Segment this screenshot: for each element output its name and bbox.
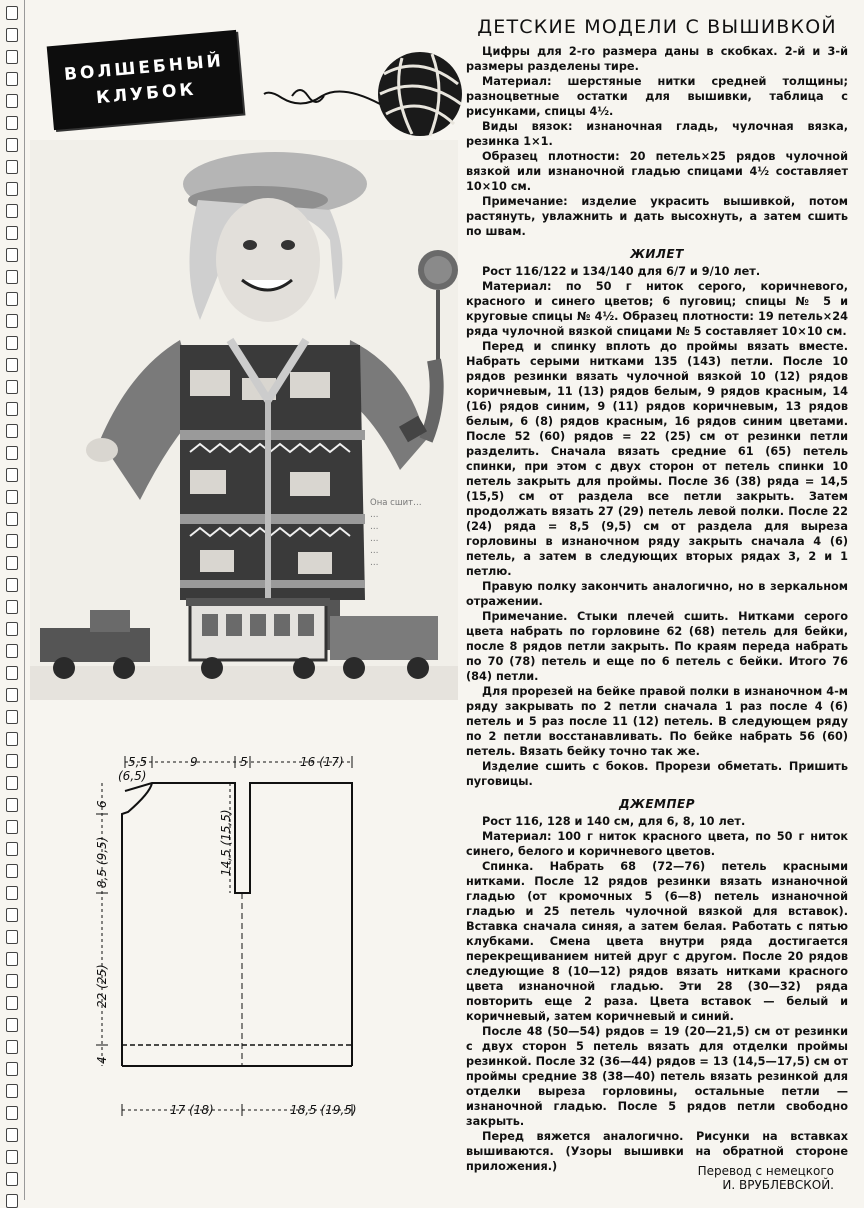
dim-top-1: 5,5 — [128, 755, 148, 769]
perforation-hole — [6, 908, 18, 922]
vest-pattern-diagram — [80, 748, 380, 1128]
perforation-hole — [6, 182, 18, 196]
intro-paragraph: Образец плотности: 20 петель×25 рядов чулочной вязкой или изнаночной гладью спицами 4½ составляет 10×10 см. — [466, 150, 848, 193]
perforation-hole — [6, 1062, 18, 1076]
jumper-paragraph: Спинка. Набрать 68 (72—76) петель красными нитками. После 12 рядов резинки вязать изнаночной гладью (от кромочных 5 (6—8) петель изнаночной гладью и 25 петель чулочной вязкой для вставок). Вставка сначала синяя, а затем белая. Работать с пятью клубками. Смена цвета внутри ряда достигается перекрещиванием нитей друг с другом. После 20 рядов следующие 8 (10—12) рядов вязать нитками красного цвета изнаночной гладью. Эти 28 (30—32) ряда повторить еще 2 раза. Цвета вставок — белый и коричневый, затем коричневый и синий. — [466, 860, 848, 1023]
dim-left-1: 6 — [95, 800, 109, 808]
dim-left-3: 22 (25) — [95, 964, 109, 1008]
jumper-paragraph: Рост 116, 128 и 140 см, для 6, 8, 10 лет. — [482, 815, 746, 828]
intro-paragraph: Примечание: изделие украсить вышивкой, потом растянуть, увлажнить и дать высохнуть, а затем сшить по швам. — [466, 195, 848, 238]
pattern-outline-top-left — [125, 783, 166, 791]
perforation-hole — [6, 534, 18, 548]
intro-paragraph: Виды вязок: изнаночная гладь, чулочная вязка, резинка 1×1. — [466, 120, 848, 148]
perforation-hole — [6, 1040, 18, 1054]
perforation-hole — [6, 1018, 18, 1032]
article-column — [466, 16, 848, 1174]
perforation-hole — [6, 160, 18, 174]
perforation-hole — [6, 292, 18, 306]
perforation-hole — [6, 402, 18, 416]
perforation-hole — [6, 1128, 18, 1142]
perforation-hole — [6, 512, 18, 526]
perforation-hole — [6, 6, 18, 20]
section-heading-jumper: ДЖЕМПЕР — [618, 797, 696, 811]
perforation-hole — [6, 556, 18, 570]
perforation-hole — [6, 1194, 18, 1208]
photo-caption: Она сшит… … … … … … — [370, 498, 422, 568]
jumper-paragraph: После 48 (50—54) рядов = 19 (20—21,5) см от резинки с двух сторон 5 петель вязать для отделки проймы резинкой. После 32 (36—44) рядов = 13 (14,5—17,5) см от проймы средние 38 (38—40) петель вязать резинкой для отделки выреза горловины, остальные петли — изнаночной гладью. После 5 рядов петли свободно закрыть. — [466, 1025, 848, 1128]
pattern-outline-left — [122, 783, 152, 1066]
boy-with-toy-train-photo — [30, 140, 458, 700]
dim-top-2: 9 — [190, 755, 198, 769]
perforation-hole — [6, 1172, 18, 1186]
perforation-hole — [6, 248, 18, 262]
vest-paragraph: Правую полку закончить аналогично, но в зеркальном отражении. — [466, 580, 848, 608]
vest-paragraph: Рост 116/122 и 134/140 для 6/7 и 9/10 лет. — [482, 265, 761, 278]
perforation-hole — [6, 314, 18, 328]
perforation-hole — [6, 270, 18, 284]
section-heading-vest: ЖИЛЕТ — [630, 247, 684, 261]
translator-credit: Перевод с немецкого И. ВРУБЛЕВСКОЙ. — [697, 1164, 834, 1192]
article-title: ДЕТСКИЕ МОДЕЛИ С ВЫШИВКОЙ — [477, 16, 837, 38]
perforation-hole — [6, 336, 18, 350]
yarn-ball-icon — [262, 24, 462, 144]
perforation-hole — [6, 116, 18, 130]
perforation-hole — [6, 600, 18, 614]
perforation-hole — [6, 622, 18, 636]
perforation-hole — [6, 864, 18, 878]
perforation-hole — [6, 1084, 18, 1098]
vest-paragraph: Перед и спинку вплоть до проймы вязать вместе. Набрать серыми нитками 135 (143) петли. После 10 рядов резинки вязать чулочной вязкой 10 (12) рядов коричневым, 11 (13) рядов белым, 9 рядов красным, 14 (16) рядов синим, 9 (11) рядов коричневым, 13 рядов белым, 6 (8) рядов красным, 16 рядов синим цветами. После 52 (60) рядов = 22 (25) см от резинки петли разделить. Сначала вязать средние 61 (65) петель спинки, при этом с двух сторон от петель спинки 10 петель закрыть для проймы. После 36 (38) ряда = 14,5 (15,5) см от раздела все петли закрыть. Затем продолжать вязать 27 (29) петель левой полки. После 22 (24) ряда = 8,5 (9,5) см от раздела для выреза горловины в изнаночном ряду закрыть сначала 4 (6) петель, а затем в следующих вторых рядах 3, 2 и 1 петлю. — [466, 340, 848, 578]
perforation-hole — [6, 380, 18, 394]
intro-paragraph: Цифры для 2-го размера даны в скобках. 2-й и 3-й размеры разделены тире. — [466, 45, 848, 73]
dim-bottom-1: 17 (18) — [170, 1103, 214, 1117]
pattern-outline-right — [152, 783, 352, 1066]
perforation-hole — [6, 358, 18, 372]
dim-bottom-2: 18,5 (19,5) — [290, 1103, 357, 1117]
logo-line-2: КЛУБОК — [95, 79, 198, 109]
dim-top-4: 16 (17) — [300, 755, 344, 769]
vest-paragraph: Материал: по 50 г ниток серого, коричневого, красного и синего цветов; 6 пуговиц; спицы № 5 и круговые спицы № 4½. Образец плотности: 19 петель×24 ряда чулочной вязкой спицами № 5 составляет 10×10 см. — [466, 280, 848, 338]
perforation-hole — [6, 50, 18, 64]
perforation-hole — [6, 732, 18, 746]
perforation-hole — [6, 490, 18, 504]
section-logo — [47, 30, 244, 130]
perforation-hole — [6, 688, 18, 702]
logo-line-1: ВОЛШЕБНЫЙ — [63, 51, 225, 85]
vest-paragraph: Изделие сшить с боков. Прорези обметать. Пришить пуговицы. — [466, 760, 848, 788]
jumper-paragraph: Материал: 100 г ниток красного цвета, по 50 г ниток синего, белого и коричневого цветов. — [466, 830, 848, 858]
perforation-hole — [6, 578, 18, 592]
perforation-hole — [6, 710, 18, 724]
perforation-hole — [6, 930, 18, 944]
perforation-hole — [6, 72, 18, 86]
jumper-paragraph: Перед вяжется аналогично. Рисунки на вставках вышиваются. (Узоры вышивки на обратной стороне приложения.) — [466, 1130, 848, 1173]
perforation-hole — [6, 1150, 18, 1164]
perforation-hole — [6, 974, 18, 988]
perforation-hole — [6, 842, 18, 856]
dim-top-3: 5 — [240, 755, 248, 769]
perforation-hole — [6, 226, 18, 240]
perforation-hole — [6, 138, 18, 152]
vest-paragraph: Примечание. Стыки плечей сшить. Нитками серого цвета набрать по горловине 62 (68) петель для бейки, после 8 рядов петли закрыть. По краям переда набрать по 70 (78) петель и еще по 6 петель с бейки. Итого 76 (84) петли. — [466, 610, 848, 683]
perforation-hole — [6, 798, 18, 812]
perforation-hole — [6, 446, 18, 460]
perforation-hole — [6, 820, 18, 834]
perforation-hole — [6, 776, 18, 790]
perforation-hole — [6, 666, 18, 680]
dim-left-4: 4 — [95, 1056, 109, 1064]
perforation-hole — [6, 28, 18, 42]
perforation-hole — [6, 952, 18, 966]
intro-paragraph: Материал: шерстяные нитки средней толщины; разноцветные остатки для вышивки, таблица с рисунками, спицы 4½. — [466, 75, 848, 118]
vest-paragraph: Для прорезей на бейке правой полки в изнаночном 4-м ряду закрывать по 2 петли сначала 1 раз после 4 (6) петель и 5 раз после 11 (12) петель. В следующем ряду по 2 петли восстанавливать. По бейке набрать 56 (60) петель. Вязать бейку точно так же. — [466, 685, 848, 758]
dim-left-2: 8,5 (9,5) — [95, 836, 109, 888]
perforation-hole — [6, 754, 18, 768]
perforation-hole — [6, 204, 18, 218]
perforation-hole — [6, 94, 18, 108]
perforation-hole — [6, 886, 18, 900]
perforation-hole — [6, 1106, 18, 1120]
dim-slit: 14,5 (15,5) — [219, 809, 233, 876]
perforation-hole — [6, 996, 18, 1010]
perforation-hole — [6, 424, 18, 438]
perforation-hole — [6, 644, 18, 658]
dim-top-sub: (6,5) — [118, 769, 147, 783]
perforation-hole — [6, 468, 18, 482]
perforated-margin — [0, 0, 25, 1200]
